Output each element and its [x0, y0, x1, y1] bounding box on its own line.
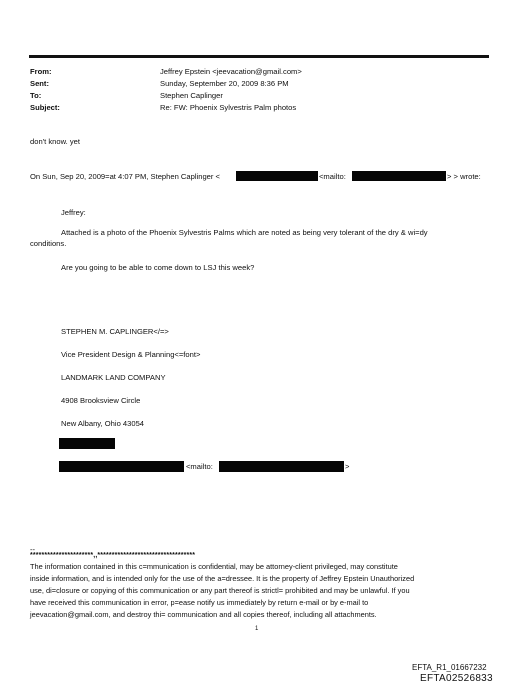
notice-line-5: jeevacation@gmail.com, and destroy thi= communication and all copies thereof, including all attachments.: [30, 610, 377, 619]
paragraph-2: Are you going to be able to come down to LSJ this week?: [61, 263, 255, 272]
signature-company: LANDMARK LAND COMPANY: [61, 373, 166, 382]
signature-title: Vice President Design & Planning<=font>: [61, 350, 201, 359]
bates-stamp-2: EFTA02526833: [420, 673, 493, 684]
signature-mailto-close: >: [345, 462, 350, 471]
notice-line-3: use, di=closure or copying of this communication or any part thereof is strictl= prohibited and may be unlawful. If you: [30, 586, 410, 595]
salutation: Jeffrey:: [61, 208, 86, 217]
signature-mailto: <mailto:: [186, 462, 213, 471]
quote-header-end: > > wrote:: [447, 172, 481, 181]
subject-label: Subject:: [30, 103, 60, 112]
signature-city: New Albany, Ohio 43054: [61, 419, 145, 428]
notice-line-2: inside information, and is intended only for the use of the a=dressee. It is the property of Jeffrey Epstein Unauthorized: [30, 574, 415, 583]
paragraph-1-line-1: Attached is a photo of the Phoenix Sylvestris Palms which are noted as being very tolerant of the dry & wi=dy: [61, 228, 428, 237]
from-value: Jeffrey Epstein <jeevacation@gmail.com>: [160, 67, 302, 76]
notice-line-1: The information contained in this c=mmunication is confidential, may be attorney-client privileged, may constitute: [30, 562, 398, 571]
signature-name: STEPHEN M. CAPLINGER</=>: [61, 327, 169, 336]
quote-header-mailto: <mailto:: [319, 172, 346, 181]
redaction-signature-email: [59, 461, 184, 472]
sent-value: Sunday, September 20, 2009 8:36 PM: [160, 79, 289, 88]
page-number: 1: [255, 626, 259, 632]
header-rule: [29, 55, 489, 58]
notice-line-4: have received this communication in error, p=ease notify us immediately by return e-mail or by e-mail to: [30, 598, 369, 607]
paragraph-1-line-2: conditions.: [30, 239, 67, 248]
from-label: From:: [30, 67, 52, 76]
redaction-email-1: [236, 171, 318, 181]
subject-value: Re: FW: Phoenix Sylvestris Palm photos: [160, 103, 297, 112]
to-value: Stephen Caplinger: [160, 91, 223, 100]
reply-text: don't know. yet: [30, 137, 80, 146]
signature-street: 4908 Brooksview Circle: [61, 396, 141, 405]
quote-header-start: On Sun, Sep 20, 2009=at 4:07 PM, Stephen Caplinger <: [30, 172, 220, 181]
separator-dashes: --: [30, 545, 36, 554]
bates-stamp-1: EFTA_R1_01667232: [412, 663, 487, 672]
redaction-phone: [59, 438, 115, 449]
to-label: To:: [30, 91, 42, 100]
redaction-signature-mailto: [219, 461, 344, 472]
redaction-email-2: [352, 171, 446, 181]
sent-label: Sent:: [30, 79, 49, 88]
separator-stars: **********************,,**********************************: [30, 552, 196, 559]
